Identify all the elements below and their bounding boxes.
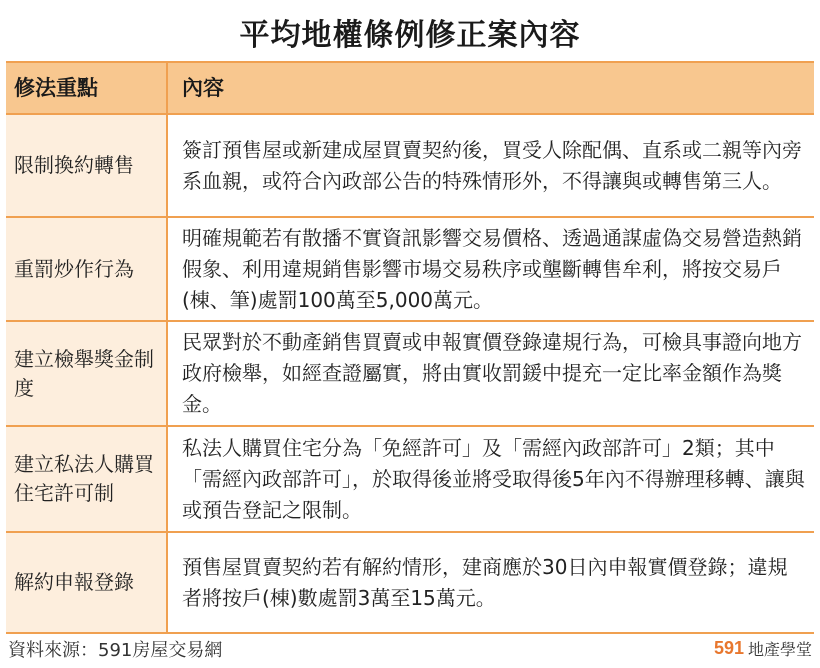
table-header-row: [6, 63, 814, 115]
table-row: [6, 427, 814, 533]
brand-number: 591: [713, 638, 744, 658]
page-title: 平均地權條例修正案內容: [239, 18, 581, 53]
table-row: [6, 322, 814, 427]
row-content: 簽訂預售屋或新建成屋買賣契約後，買受人除配偶、直系或二親等內旁系血親，或符合內政部公告的特殊情形外，不得讓與或轉售第三人。: [166, 115, 814, 216]
header-topic: 修法重點: [6, 63, 166, 113]
row-topic: 限制換約轉售: [6, 115, 166, 216]
row-content: 明確規範若有散播不實資訊影響交易價格、透過通謀虛偽交易營造熱銷假象、利用違規銷售影響市場交易秩序或壟斷轉售牟利，將按交易戶(棟、筆)處罰100萬至5,000萬元。: [166, 218, 814, 320]
table-row: [6, 218, 814, 322]
brand-name: 地產學堂: [747, 640, 812, 659]
row-topic: 解約申報登錄: [6, 533, 166, 632]
table-row: [6, 533, 814, 634]
row-topic: 建立私法人購買住宅許可制: [6, 427, 166, 531]
amendment-table: [6, 61, 814, 634]
table-row: [6, 115, 814, 218]
row-content: 民眾對於不動產銷售買賣或申報實價登錄違規行為，可檢具事證向地方政府檢舉，如經查證屬實，將由實收罰鍰中提充一定比率金額作為獎金。: [166, 322, 814, 425]
row-content: 預售屋買賣契約若有解約情形，建商應於30日內申報實價登錄；違規者將按戶(棟)數處罰3萬至15萬元。: [166, 533, 814, 632]
row-topic: 建立檢舉獎金制度: [6, 322, 166, 425]
row-content: 私法人購買住宅分為「免經許可」及「需經內政部許可」2類；其中「需經內政部許可」，於取得後並將受取得後5年內不得辦理移轉、讓與或預告登記之限制。: [166, 427, 814, 531]
brand-logo: [714, 637, 812, 660]
row-topic: 重罰炒作行為: [6, 218, 166, 320]
header-content: 內容: [166, 63, 814, 113]
data-source-note: 資料來源：591房屋交易網: [8, 640, 223, 661]
